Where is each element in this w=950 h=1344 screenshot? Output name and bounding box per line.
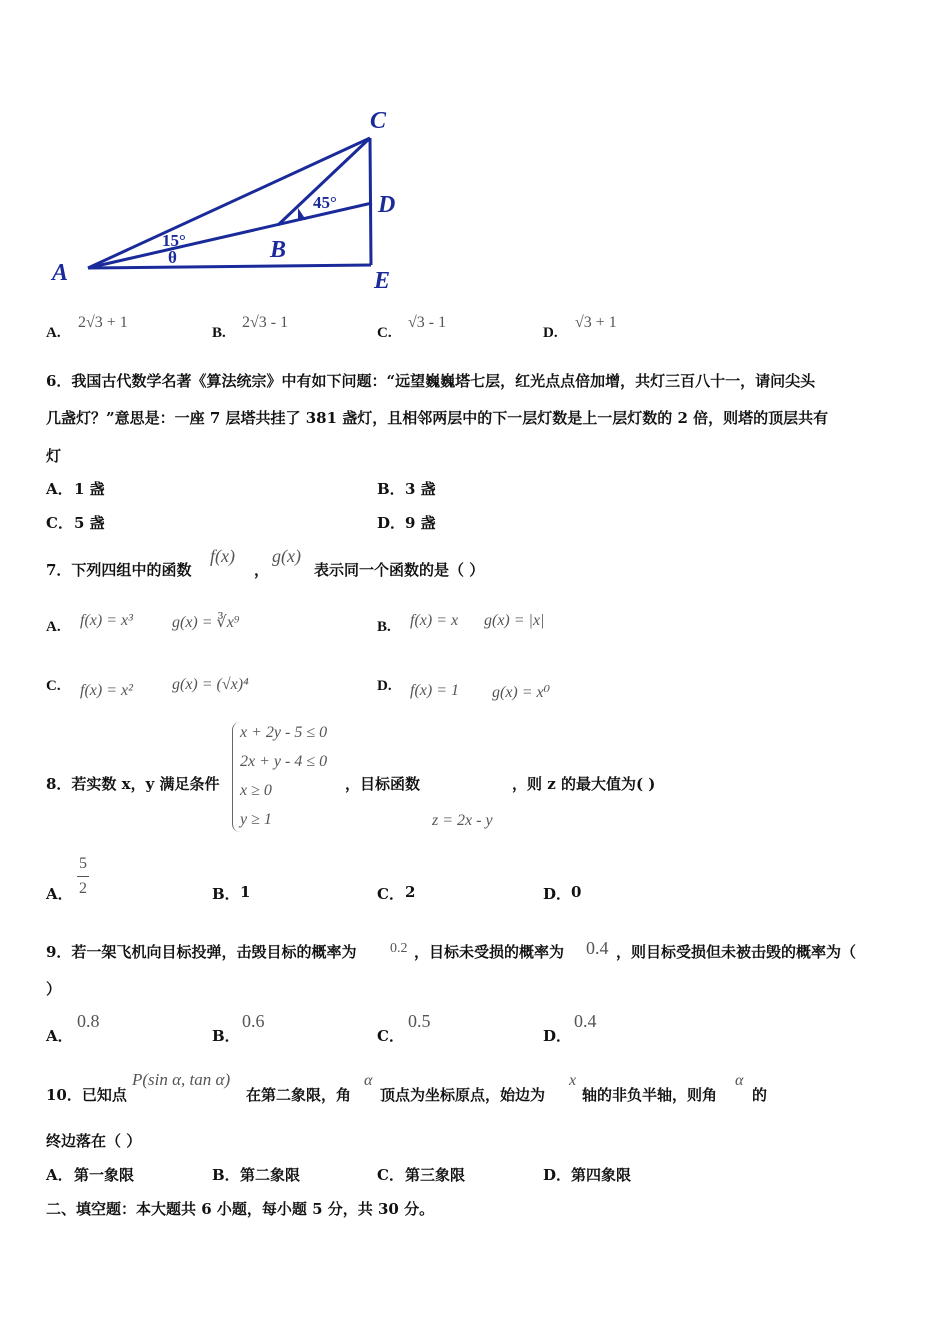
q8-condition-2: 2x + y - 4 ≤ 0 <box>240 753 328 770</box>
label-angle-45: 45° <box>313 193 337 212</box>
q7-option-c-label[interactable]: C. <box>46 678 61 694</box>
q9-p2: 0.4 <box>586 938 609 958</box>
q7-option-d-g: g(x) = x⁰ <box>492 684 551 701</box>
q6-option-c-label[interactable]: C． <box>46 514 73 532</box>
q7-option-b-label[interactable]: B. <box>377 619 391 635</box>
q6-option-a-label[interactable]: A． <box>46 480 73 498</box>
q8-option-a-label[interactable]: A． <box>46 885 73 903</box>
fraction-bar <box>77 876 89 877</box>
q5-option-c-label[interactable]: C. <box>377 325 392 341</box>
q10-line2: 终边落在（ ） <box>46 1132 142 1150</box>
q9-option-a-label[interactable]: A． <box>46 1027 73 1045</box>
q8-objective: z = 2x - y <box>432 812 493 829</box>
q6-option-c-value: 5 盏 <box>74 514 105 532</box>
q7-sep: ， <box>254 561 270 579</box>
q8-option-c-label[interactable]: C． <box>377 885 404 903</box>
q6-option-b-label[interactable]: B． <box>377 480 405 498</box>
q9-p1: 0.2 <box>390 941 408 956</box>
q7-option-d-label[interactable]: D. <box>377 678 392 694</box>
q8-option-d-value: 0 <box>571 883 582 901</box>
q6-option-a-value: 1 盏 <box>74 480 105 498</box>
segment-ce <box>370 138 371 265</box>
q9-part2: ，目标未受损的概率为 <box>414 943 565 961</box>
q10-option-c-label[interactable]: C． <box>377 1166 404 1184</box>
q10-alpha-1: α <box>364 1072 373 1089</box>
q8-option-a-fraction <box>77 856 89 897</box>
label-a: A <box>52 260 69 286</box>
label-e: E <box>374 268 391 294</box>
q9-option-c-label[interactable]: C． <box>377 1027 404 1045</box>
q6-option-b-value: 3 盏 <box>405 480 436 498</box>
q7-option-c-g: g(x) = (√x)⁴ <box>172 676 249 693</box>
q6-text-line1: 6．我国古代数学名著《算法统宗》中有如下问题：“远望巍巍塔七层，红光点点倍加增，共灯三百八十一，请问尖头 <box>46 372 816 390</box>
section-2-title: 二、填空题：本大题共 6 小题，每小题 5 分，共 30 分。 <box>46 1200 435 1218</box>
segment-ae <box>88 265 371 268</box>
q10-option-d-label[interactable]: D． <box>543 1166 572 1184</box>
q7-option-a-g: g(x) = ∛x⁹ <box>172 614 240 631</box>
q8-option-a-numerator: 5 <box>79 855 87 872</box>
label-angle-15: 15° <box>162 231 186 250</box>
q5-option-a-value: 2√3 + 1 <box>78 314 128 331</box>
q5-option-a-label[interactable]: A. <box>46 325 61 341</box>
q8-option-c-value: 2 <box>405 883 416 901</box>
q10-option-b-value: 第二象限 <box>240 1166 301 1184</box>
q7-option-c-f: f(x) = x² <box>80 682 133 699</box>
q10-option-a-value: 第一象限 <box>74 1166 135 1184</box>
q8-option-d-label[interactable]: D． <box>543 885 572 903</box>
q8-option-b-label[interactable]: B． <box>212 885 240 903</box>
q8-middle: ，目标函数 <box>345 775 421 793</box>
q9-option-d-label[interactable]: D． <box>543 1027 572 1045</box>
q8-condition-4: y ≥ 1 <box>240 811 272 828</box>
q10-option-a-label[interactable]: A． <box>46 1166 73 1184</box>
q8-condition-1: x + 2y - 5 ≤ 0 <box>240 724 328 741</box>
q8-prefix: 8．若实数 x，y 满足条件 <box>46 775 220 793</box>
q10-alpha-2: α <box>735 1072 744 1089</box>
q10-part5: 的 <box>752 1086 768 1104</box>
q10-option-c-value: 第三象限 <box>405 1166 466 1184</box>
q5-option-d-label[interactable]: D. <box>543 325 558 341</box>
q7-option-b-f: f(x) = x <box>410 612 459 629</box>
q7-option-a-f: f(x) = x³ <box>80 612 133 629</box>
q10-point: P(sin α, tan α) <box>132 1070 231 1089</box>
q7-option-a-label[interactable]: A. <box>46 619 61 635</box>
angle-45-mark <box>298 208 306 220</box>
q10-x: x <box>569 1072 577 1089</box>
q8-option-a-denominator: 2 <box>79 880 87 897</box>
q7-option-b-g: g(x) = |x| <box>484 612 545 629</box>
label-b: B <box>270 237 287 263</box>
q7-option-d-f: f(x) = 1 <box>410 682 459 699</box>
q9-part3: ，则目标受损但未被击毁的概率为（ <box>616 943 857 961</box>
q9-option-a-value: 0.8 <box>77 1011 100 1031</box>
q9-option-c-value: 0.5 <box>408 1011 431 1031</box>
q10-option-d-value: 第四象限 <box>571 1166 632 1184</box>
q9-option-b-value: 0.6 <box>242 1011 265 1031</box>
q7-g: g(x) <box>272 546 301 566</box>
label-theta: θ <box>168 248 177 267</box>
q10-part2: 在第二象限，角 <box>246 1086 352 1104</box>
q7-prefix: 7．下列四组中的函数 <box>46 561 192 579</box>
q10-part4: 轴的非负半轴，则角 <box>582 1086 718 1104</box>
q10-part3: 顶点为坐标原点，始边为 <box>380 1086 546 1104</box>
q6-text-line2: 几盏灯？”意思是：一座 7 层塔共挂了 381 盏灯，且相邻两层中的下一层灯数是上一层灯数的 2 倍，则塔的顶层共有 <box>46 409 829 427</box>
q9-part1: 9．若一架飞机向目标投弹，击毁目标的概率为 <box>46 943 357 961</box>
q6-option-d-label[interactable]: D． <box>377 514 406 532</box>
q5-option-c-value: √3 - 1 <box>408 314 447 331</box>
q5-option-d-value: √3 + 1 <box>575 314 617 331</box>
label-d: D <box>378 192 396 218</box>
q6-option-d-value: 9 盏 <box>405 514 436 532</box>
segment-ad <box>88 203 372 268</box>
q9-option-d-value: 0.4 <box>574 1011 597 1031</box>
q8-option-b-value: 1 <box>240 883 251 901</box>
q9-line2: ） <box>46 980 62 998</box>
q7-suffix: 表示同一个函数的是（ ） <box>314 561 485 579</box>
q5-option-b-value: 2√3 - 1 <box>242 314 289 331</box>
q9-option-b-label[interactable]: B． <box>212 1027 240 1045</box>
q8-condition-3: x ≥ 0 <box>240 782 272 799</box>
q7-f: f(x) <box>210 546 235 566</box>
label-c: C <box>370 108 387 134</box>
q10-part1: 10．已知点 <box>46 1086 127 1104</box>
q5-option-b-label[interactable]: B. <box>212 325 226 341</box>
q6-text-line3: 灯 <box>46 447 62 465</box>
triangle-figure <box>40 100 440 300</box>
q8-suffix: ，则 z 的最大值为( ) <box>512 775 656 793</box>
q10-option-b-label[interactable]: B． <box>212 1166 240 1184</box>
